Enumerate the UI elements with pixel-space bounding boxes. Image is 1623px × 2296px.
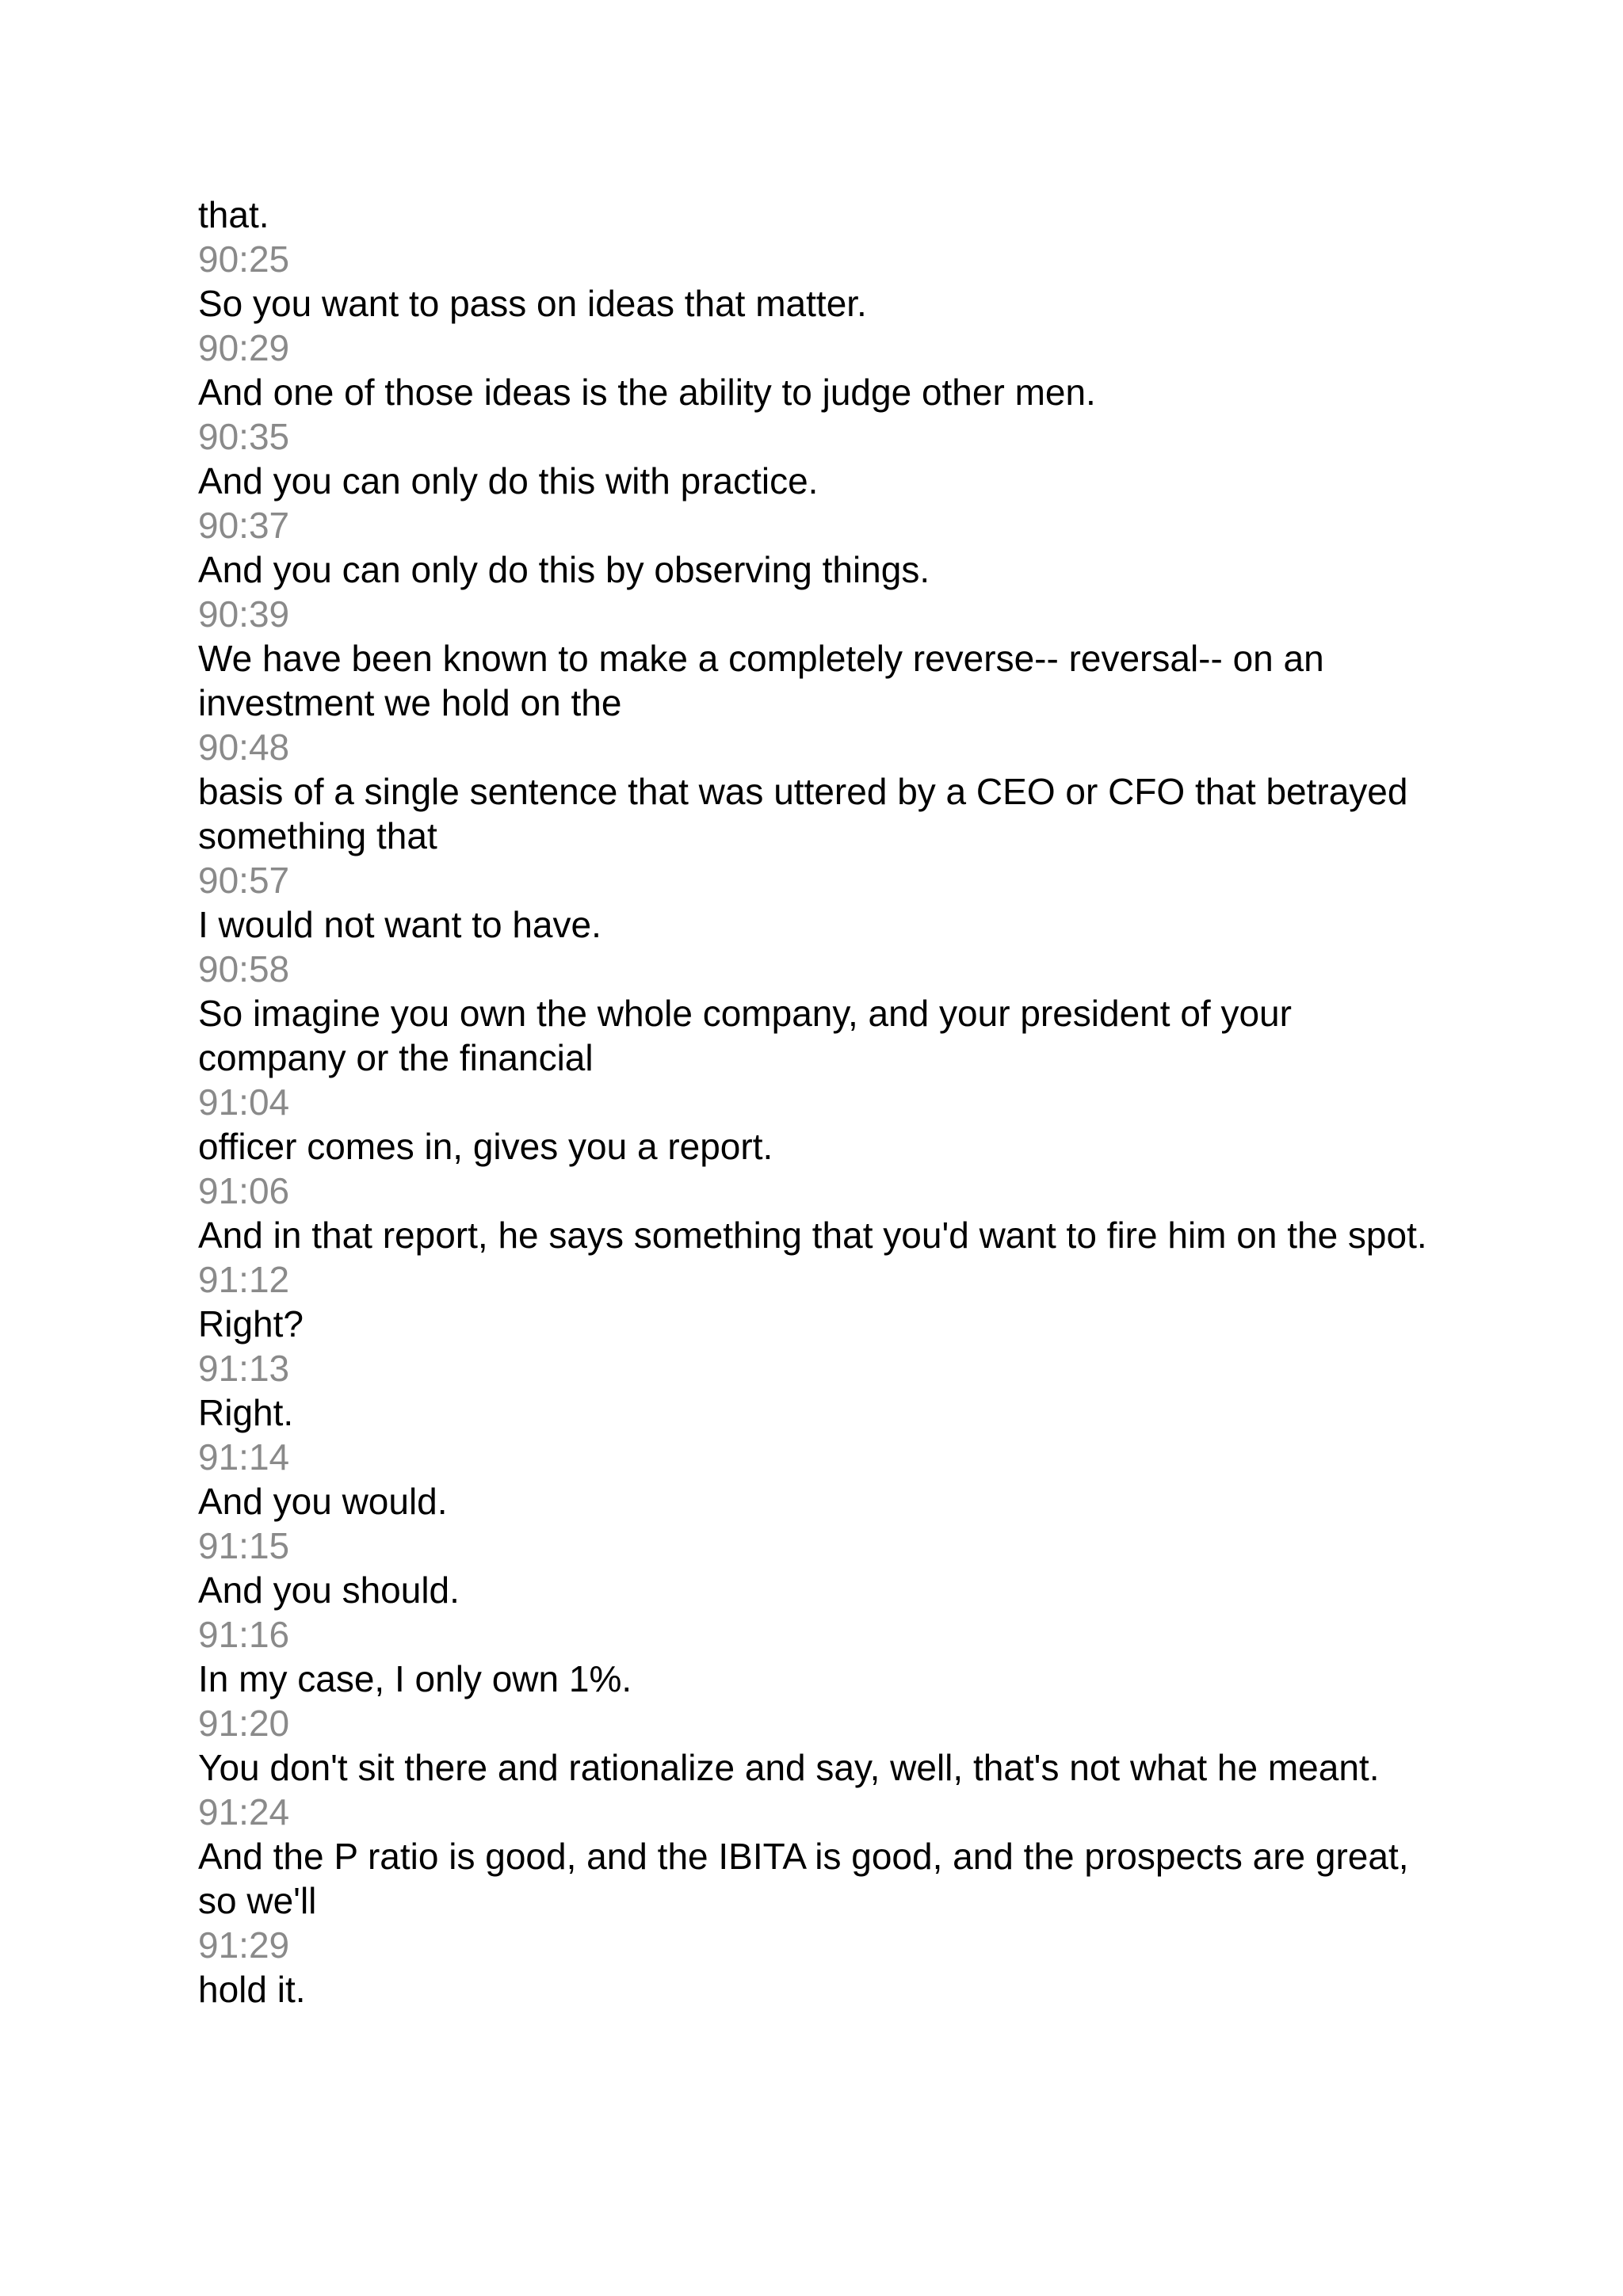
transcript-segment xyxy=(198,725,1434,858)
transcript-segment xyxy=(198,1923,1434,2012)
segment-timestamp: 91:13 xyxy=(198,1348,290,1389)
segment-timestamp: 90:39 xyxy=(198,593,290,635)
segment-timestamp: 90:35 xyxy=(198,416,290,457)
segment-timestamp: 91:14 xyxy=(198,1436,290,1478)
segment-timestamp: 90:29 xyxy=(198,327,290,368)
transcript-segment xyxy=(198,1790,1434,1923)
segment-timestamp: 91:04 xyxy=(198,1081,290,1123)
transcript-segment xyxy=(198,326,1434,414)
segment-timestamp: 90:57 xyxy=(198,860,290,901)
transcript-segment xyxy=(198,1612,1434,1701)
segment-timestamp: 91:29 xyxy=(198,1924,290,1966)
segment-text: And one of those ideas is the ability to judge other men. xyxy=(198,372,1096,413)
segment-text: And you should. xyxy=(198,1569,460,1611)
segment-timestamp: 91:16 xyxy=(198,1614,290,1655)
transcript-segment xyxy=(198,414,1434,503)
segment-text: Right. xyxy=(198,1392,294,1433)
segment-text: basis of a single sentence that was uttered by a CEO or CFO that betrayed something that xyxy=(198,771,1408,856)
segment-timestamp: 91:15 xyxy=(198,1525,290,1566)
segment-timestamp: 91:24 xyxy=(198,1791,290,1833)
segment-text: And the P ratio is good, and the IBITA is good, and the prospects are great, so we'll xyxy=(198,1836,1409,1921)
transcript-segment xyxy=(198,947,1434,1080)
segment-text: officer comes in, gives you a report. xyxy=(198,1126,773,1167)
segment-text: So imagine you own the whole company, and your president of your company or the financial xyxy=(198,993,1292,1078)
transcript-page xyxy=(198,193,1434,2012)
transcript-segment xyxy=(198,1346,1434,1435)
segment-timestamp: 90:58 xyxy=(198,948,290,990)
segment-text: And you can only do this by observing things. xyxy=(198,549,930,590)
transcript-segment xyxy=(198,1435,1434,1524)
transcript-lead-text: that. xyxy=(198,194,269,235)
segment-text: Right? xyxy=(198,1303,304,1344)
transcript-segment xyxy=(198,237,1434,326)
transcript-segment xyxy=(198,1524,1434,1612)
segment-timestamp: 91:20 xyxy=(198,1703,290,1744)
segment-text: In my case, I only own 1%. xyxy=(198,1658,632,1699)
segment-timestamp: 90:37 xyxy=(198,505,290,546)
segment-text: And in that report, he says something that you'd want to fire him on the spot. xyxy=(198,1215,1427,1256)
segment-timestamp: 90:48 xyxy=(198,727,290,768)
transcript-segment xyxy=(198,1701,1434,1790)
segment-text: You don't sit there and rationalize and say, well, that's not what he meant. xyxy=(198,1747,1380,1788)
segment-text: And you can only do this with practice. xyxy=(198,460,819,502)
transcript-segments xyxy=(198,237,1434,2012)
transcript-segment xyxy=(198,592,1434,725)
transcript-segment xyxy=(198,1080,1434,1169)
segment-text: And you would. xyxy=(198,1481,448,1522)
transcript-segment xyxy=(198,858,1434,947)
transcript-segment xyxy=(198,1169,1434,1257)
transcript-segment xyxy=(198,503,1434,592)
segment-text: So you want to pass on ideas that matter. xyxy=(198,283,867,324)
segment-text: hold it. xyxy=(198,1969,306,2010)
segment-timestamp: 91:12 xyxy=(198,1259,290,1300)
segment-text: I would not want to have. xyxy=(198,904,601,945)
segment-timestamp: 90:25 xyxy=(198,238,290,280)
segment-text: We have been known to make a completely reverse-- reversal-- on an investment we hold on the xyxy=(198,638,1324,723)
transcript-segment xyxy=(198,1257,1434,1346)
segment-timestamp: 91:06 xyxy=(198,1170,290,1211)
